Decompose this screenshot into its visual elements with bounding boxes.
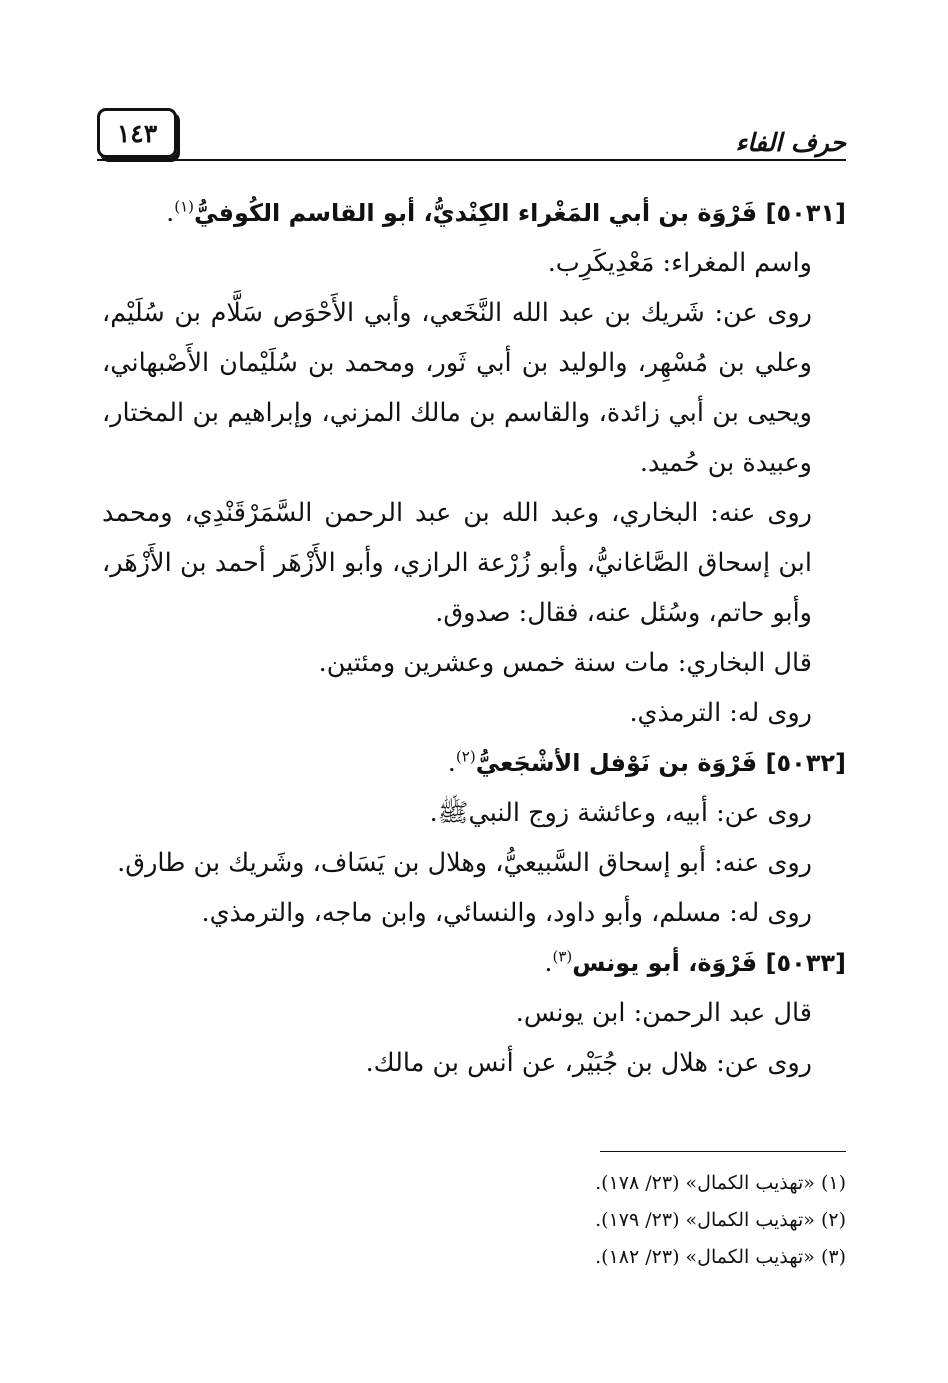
footnote-ref: (٣) <box>552 947 573 966</box>
footnote: (٣) «تهذيب الكمال» (٢٣/ ١٨٢). <box>595 1246 846 1268</box>
title-end: . <box>544 948 553 978</box>
footnote-ref: (١) <box>174 197 195 216</box>
paragraph: روى عن: شَريك بن عبد الله النَّخَعي، وأبي الأَحْوَص سَلَّام بن سُلَيْم، وعلي بن مُسْهِر، والوليد بن أبي ثَور، ومحمد بن سُلَيْمان الأَصْبهاني، ويحيى بن أبي زائدة، والقاسم بن مالك المزني، وإبراهيم بن المختار، وعبيدة بن حُميد. <box>102 298 812 478</box>
footnote-ref: (٢) <box>455 747 476 766</box>
footnote-rule <box>600 1151 846 1152</box>
entry-title-text: [٥٠٣٣] فَرْوَة، أبو يونس <box>572 949 846 977</box>
paragraph: روى عنه: البخاري، وعبد الله بن عبد الرحمن السَّمَرْقَنْدِي، ومحمد ابن إسحاق الصَّاغانيُّ، وأبو زُرْعة الرازي، وأبو الأَزْهَر أحمد بن الأَزْهَر، وأبو حاتم، وسُئل عنه، فقال: صدوق. <box>102 498 812 628</box>
paragraph: روى عن: أبيه، وعائشة زوج النبيﷺ. <box>429 798 812 828</box>
footnotes <box>102 1165 846 1276</box>
entry-title-text: [٥٠٣٢] فَرْوَة بن نَوْفل الأشْجَعيُّ <box>475 749 846 777</box>
title-end: . <box>166 198 175 228</box>
paragraph: روى له: مسلم، وأبو داود، والنسائي، وابن ماجه، والترمذي. <box>201 898 812 928</box>
entry-title-text: [٥٠٣١] فَرْوَة بن أبي المَغْراء الكِنْديُّ، أبو القاسم الكُوفيُّ <box>194 199 846 227</box>
page-number: ١٤٣ <box>116 118 158 148</box>
footnote: (٢) «تهذيب الكمال» (٢٣/ ١٧٩). <box>595 1209 846 1231</box>
paragraph: روى عن: هلال بن جُبَيْر، عن أنس بن مالك. <box>365 1048 812 1078</box>
paragraph: قال عبد الرحمن: ابن يونس. <box>515 998 812 1028</box>
paragraph: واسم المغراء: مَعْدِيكَرِب. <box>547 248 812 278</box>
paragraph: قال البخاري: مات سنة خمس وعشرين ومئتين. <box>318 648 812 678</box>
footnote: (١) «تهذيب الكمال» (٢٣/ ١٧٨). <box>595 1172 846 1194</box>
page-number-box <box>97 108 177 158</box>
paragraph: روى له: الترمذي. <box>629 698 812 728</box>
entry-title <box>102 738 846 788</box>
running-head: حرف الفاء <box>735 128 846 157</box>
entry-title <box>102 188 846 238</box>
header-rule <box>97 159 846 161</box>
main-text <box>102 188 846 1088</box>
paragraph: روى عنه: أبو إسحاق السَّبيعيُّ، وهلال بن يَسَاف، وشَريك بن طارق. <box>117 848 812 878</box>
title-end: . <box>447 748 456 778</box>
entry-title <box>102 938 846 988</box>
